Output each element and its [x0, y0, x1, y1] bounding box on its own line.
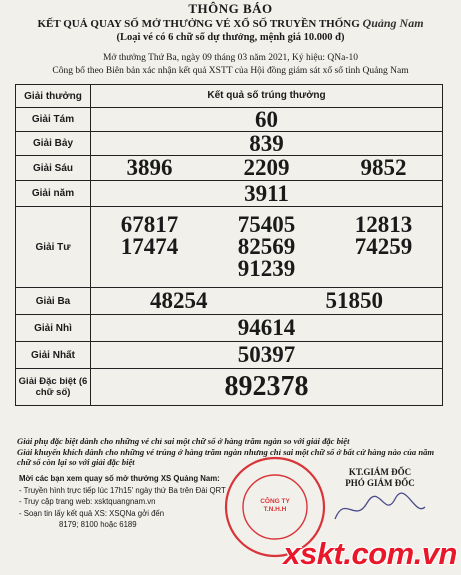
info-item: - Soạn tin lấy kết quả XS: XSQNa gởi đến [19, 508, 165, 518]
prize-numbers [91, 207, 443, 288]
table-row [16, 288, 443, 315]
signature-block [320, 467, 440, 532]
signature-title: KT.GIÁM ĐỐC [348, 467, 412, 477]
prize-number: 48254 [150, 288, 208, 313]
prize-label: Giải Sáu [16, 156, 91, 181]
table-row [16, 342, 443, 369]
note-line: Giải phụ đặc biệt dành cho những vé chỉ sai một chữ số ở hàng trăm ngàn so với giải đặc biệt [17, 436, 350, 446]
prize-numbers [91, 288, 443, 315]
col-result-header: Kết quả số trúng thưởng [91, 85, 443, 108]
prize-number: 51850 [325, 288, 383, 313]
table-row [16, 207, 443, 288]
prize-number: 94614 [91, 315, 443, 342]
table-row [16, 132, 443, 156]
draw-info: Mở thưởng Thứ Ba, ngày 09 tháng 03 năm 2021, Ký hiệu: QNa-10 [102, 53, 358, 63]
prize-number: 3911 [91, 181, 443, 207]
prize-label: Giải Bảy [16, 132, 91, 156]
prize-number: 3896 [126, 155, 173, 180]
prize-label: Giải Đặc biệt (6 chữ số) [16, 369, 91, 406]
special-prize-number: 892378 [91, 369, 443, 406]
note-line: Giải khuyến khích dành cho những vé trúng ở hàng trăm ngàn nhưng chỉ sai một chữ số ở bất cứ hàng nào của năm chữ số còn lại so với giải đặc biệt [17, 446, 435, 468]
prize-label: Giải năm [16, 181, 91, 207]
table-row [16, 181, 443, 207]
prize-number: 75405 [237, 212, 296, 237]
prize-number: 91239 [237, 256, 296, 281]
prize-number: 12813 [354, 212, 413, 237]
results-table [15, 84, 443, 406]
info-block [19, 473, 226, 531]
handwritten-signature [325, 489, 435, 529]
province-script: Quảng Nam [362, 16, 424, 30]
brand-watermark: xskt.com.vn [283, 536, 457, 571]
prize-number: 74259 [354, 234, 413, 259]
table-row [16, 369, 443, 406]
publish-info: Công bố theo Biên bản xác nhận kết quả XSTT của Hội đồng giám sát xổ số tỉnh Quảng Nam [52, 66, 409, 76]
prize-number: 2209 [243, 155, 290, 180]
info-item: 8179; 8100 hoặc 6189 [59, 520, 137, 529]
prize-number: 9852 [360, 155, 407, 180]
info-item: - Truyền hình trực tiếp lúc 17h15' ngày thứ Ba trên Đài QRT [19, 485, 226, 495]
prize-number: 67817 [120, 212, 179, 237]
prize-label: Giải Tám [16, 108, 91, 132]
heading-text: KẾT QUẢ QUAY SỐ MỞ THƯỞNG VÉ XỔ SỐ TRUYỀN THỐNG [37, 18, 360, 30]
table-header-row [16, 85, 443, 108]
notice-heading [0, 16, 461, 31]
prize-label: Giải Tư [16, 207, 91, 288]
prize-label: Giải Nhất [16, 342, 91, 369]
prize-label: Giải Nhì [16, 315, 91, 342]
ticket-type: (Loại vé có 6 chữ số dự thưởng, mệnh giá 10.000 đ) [116, 32, 345, 43]
table-row [16, 315, 443, 342]
prize-number: 17474 [120, 234, 179, 259]
prize-label: Giải Ba [16, 288, 91, 315]
prize-numbers [91, 156, 443, 181]
notice-title: THÔNG BÁO [188, 1, 273, 16]
table-row [16, 108, 443, 132]
svg-text:T.N.H.H: T.N.H.H [263, 506, 287, 513]
prize-number: 50397 [91, 342, 443, 369]
prize-number: 60 [91, 108, 443, 132]
prize-number: 82569 [237, 234, 296, 259]
table-row [16, 156, 443, 181]
col-prize-header: Giải thưởng [16, 85, 91, 108]
info-item: - Truy cập trang web: xsktquangnam.vn [19, 497, 156, 506]
prize-number: 839 [91, 132, 443, 156]
svg-text:CÔNG TY: CÔNG TY [260, 498, 290, 505]
signature-subtitle: PHÓ GIÁM ĐỐC [345, 478, 415, 488]
info-intro: Mời các bạn xem quay số mở thưởng XS Quảng Nam: [19, 474, 220, 483]
